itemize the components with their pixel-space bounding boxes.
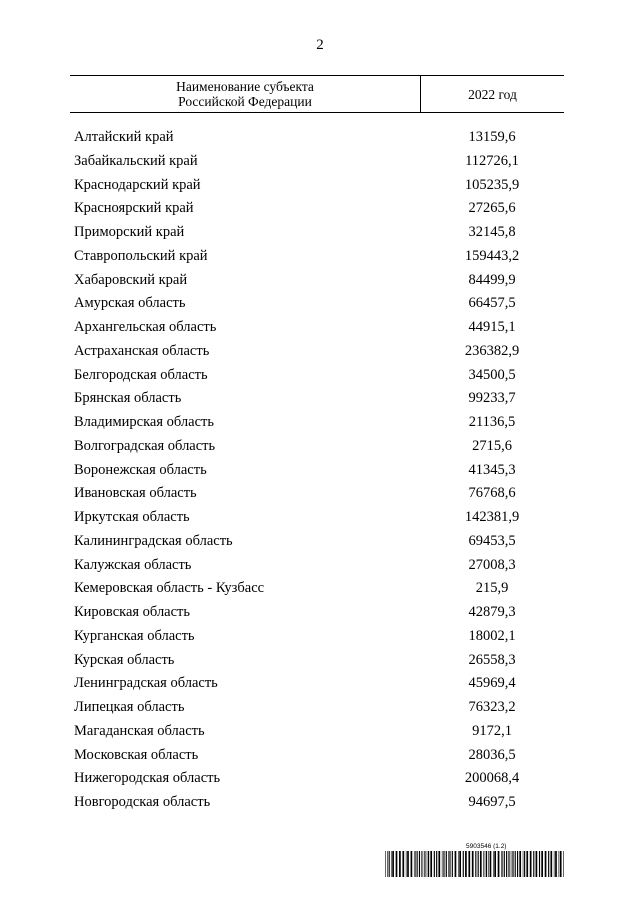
table-row bbox=[74, 459, 564, 483]
table-row bbox=[74, 577, 564, 601]
subject-value: 215,9 bbox=[475, 580, 509, 597]
subject-name: Магаданская область bbox=[74, 722, 205, 739]
table-row bbox=[74, 625, 564, 649]
subject-value: 99233,7 bbox=[468, 390, 516, 407]
subject-value: 236382,9 bbox=[464, 342, 520, 359]
subject-name: Алтайский край bbox=[74, 129, 174, 145]
subject-value: 21136,5 bbox=[468, 414, 516, 430]
subject-value: 76768,6 bbox=[468, 485, 516, 502]
subject-value: 142381,9 bbox=[464, 509, 520, 525]
table-row bbox=[74, 269, 564, 293]
subject-name: Калининградская область bbox=[74, 532, 233, 549]
subject-value: 34500,5 bbox=[468, 366, 516, 383]
column-header-year: 2022 год bbox=[468, 87, 517, 102]
subject-value: 9172,1 bbox=[472, 722, 512, 739]
subject-name: Брянская область bbox=[74, 390, 182, 407]
table-row bbox=[74, 506, 564, 530]
subject-name: Волгоградская область bbox=[74, 437, 216, 454]
table-row bbox=[74, 316, 564, 340]
subject-value: 13159,6 bbox=[468, 129, 516, 145]
subject-value: 94697,5 bbox=[468, 794, 516, 810]
subject-name: Иркутская область bbox=[74, 509, 190, 525]
subject-name: Калужская область bbox=[74, 556, 192, 573]
subject-name: Белгородская область bbox=[74, 366, 208, 383]
subject-value: 76323,2 bbox=[468, 699, 516, 715]
subject-name: Владимирская область bbox=[74, 414, 214, 430]
subject-value: 44915,1 bbox=[468, 319, 516, 335]
subject-name: Астраханская область bbox=[74, 342, 210, 359]
subject-value: 2715,6 bbox=[472, 437, 512, 454]
table-row bbox=[74, 150, 564, 174]
table-row bbox=[74, 411, 564, 435]
subject-name: Ленинградская область bbox=[74, 675, 218, 692]
table-row bbox=[74, 221, 564, 245]
subject-name: Новгородская область bbox=[74, 794, 211, 810]
subject-name: Кемеровская область - Кузбасс bbox=[74, 580, 265, 597]
subject-name: Ивановская область bbox=[74, 485, 197, 502]
table-row bbox=[74, 767, 564, 791]
table-row bbox=[74, 554, 564, 578]
table-header bbox=[70, 75, 564, 113]
column-header-subject-line2: Российской Федерации bbox=[178, 94, 312, 109]
subject-name: Краснодарский край bbox=[74, 176, 201, 193]
subject-name: Амурская область bbox=[74, 295, 186, 312]
subject-name: Хабаровский край bbox=[74, 271, 188, 288]
subject-value: 84499,9 bbox=[468, 271, 516, 288]
table-row bbox=[74, 387, 564, 411]
subject-name: Липецкая область bbox=[74, 699, 185, 715]
table-row bbox=[74, 364, 564, 388]
column-header-subject-line1: Наименование субъекта bbox=[176, 79, 314, 94]
subject-name: Курганская область bbox=[74, 627, 195, 644]
table-row bbox=[74, 435, 564, 459]
table-row bbox=[74, 720, 564, 744]
subject-name: Воронежская область bbox=[74, 461, 207, 478]
table-row bbox=[74, 245, 564, 269]
barcode-number: 5903546 (1.2) bbox=[466, 843, 507, 850]
subject-name: Кировская область bbox=[74, 604, 191, 620]
table-row bbox=[74, 340, 564, 364]
subject-name: Приморский край bbox=[74, 224, 185, 240]
subject-name: Московская область bbox=[74, 746, 199, 763]
table-row bbox=[74, 197, 564, 221]
table-row bbox=[74, 482, 564, 506]
table-row bbox=[74, 126, 564, 150]
table-row bbox=[74, 530, 564, 554]
page-number: 2 bbox=[316, 37, 324, 53]
subject-value: 112726,1 bbox=[465, 152, 519, 169]
column-header-subject bbox=[70, 79, 420, 109]
subject-value: 26558,3 bbox=[468, 651, 516, 668]
subject-value: 27008,3 bbox=[468, 556, 516, 573]
table-body bbox=[74, 126, 564, 815]
subject-value: 66457,5 bbox=[468, 295, 516, 312]
subject-name: Нижегородская область bbox=[74, 770, 221, 787]
table-row bbox=[74, 649, 564, 673]
table-row bbox=[74, 672, 564, 696]
subject-value: 200068,4 bbox=[464, 770, 520, 787]
subject-value: 42879,3 bbox=[468, 604, 516, 620]
subject-name: Курская область bbox=[74, 651, 175, 668]
subject-name: Забайкальский край bbox=[74, 152, 198, 169]
table-row bbox=[74, 292, 564, 316]
barcode-icon bbox=[385, 851, 565, 877]
table-row bbox=[74, 791, 564, 815]
subject-value: 45969,4 bbox=[468, 675, 516, 692]
table-row bbox=[74, 174, 564, 198]
subject-name: Ставропольский край bbox=[74, 247, 208, 264]
subject-value: 105235,9 bbox=[464, 176, 520, 193]
subject-value: 27265,6 bbox=[468, 200, 516, 217]
table-row bbox=[74, 601, 564, 625]
subject-name: Красноярский край bbox=[74, 200, 194, 217]
subject-value: 159443,2 bbox=[464, 247, 520, 264]
subject-name: Архангельская область bbox=[74, 319, 217, 335]
table-row bbox=[74, 744, 564, 768]
subject-value: 18002,1 bbox=[468, 627, 516, 644]
table-row bbox=[74, 696, 564, 720]
subject-value: 69453,5 bbox=[468, 532, 516, 549]
subject-value: 32145,8 bbox=[468, 224, 516, 240]
subject-value: 28036,5 bbox=[468, 746, 516, 763]
subject-value: 41345,3 bbox=[468, 461, 516, 478]
